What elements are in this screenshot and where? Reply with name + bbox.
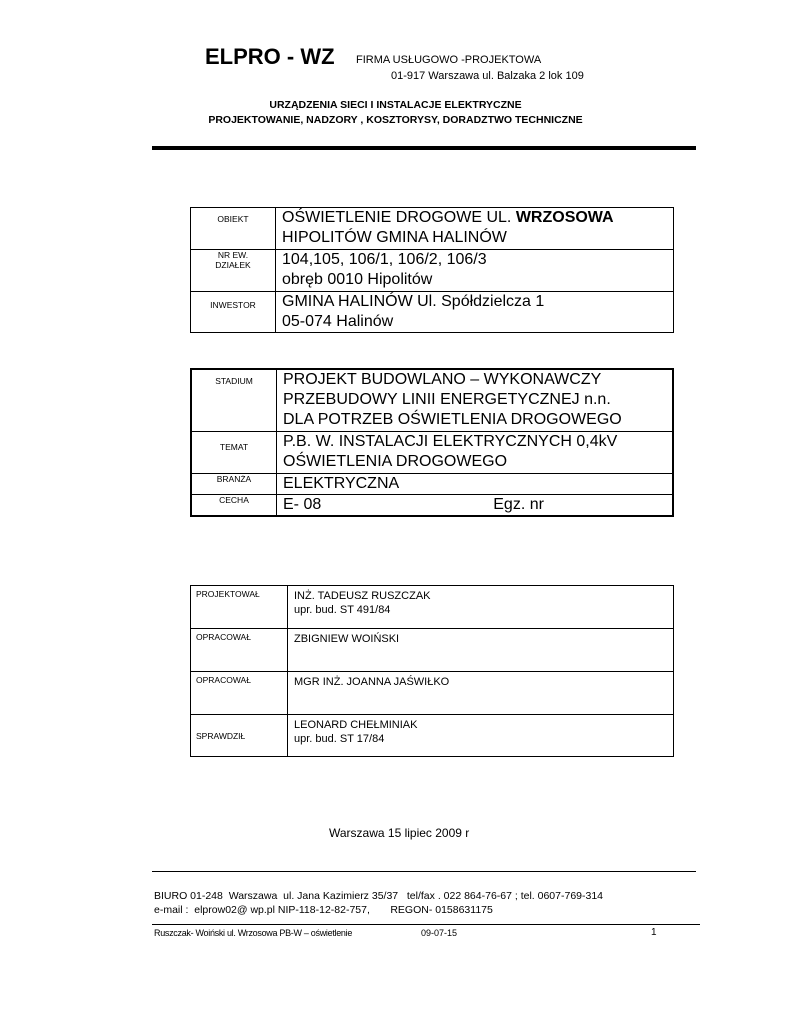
company-address: 01-917 Warszawa ul. Balzaka 2 lok 109 xyxy=(391,70,584,82)
project-table xyxy=(190,368,674,517)
footer-document: Ruszczak- Woiński ul. Wrzosowa PB-W – oświetlenie xyxy=(154,928,353,938)
company-type: FIRMA USŁUGOWO -PROJEKTOWA xyxy=(356,54,542,66)
header-divider xyxy=(152,146,696,150)
cecha-label: CECHA xyxy=(191,494,277,516)
stadium-value: PROJEKT BUDOWLANO – WYKONAWCZY PRZEBUDOWY LINII ENERGETYCZNEJ n.n. DLA POTRZEB OŚWIETLENIA DROGOWEGO xyxy=(277,369,674,431)
stadium-label: STADIUM xyxy=(191,369,277,431)
services-line-2: PROJEKTOWANIE, NADZORY , KOSZTORYSY, DORADZTWO TECHNICZNE xyxy=(208,114,583,126)
dzialek-value: 104,105, 106/1, 106/2, 106/3 obręb 0010 Hipolitów xyxy=(276,250,674,292)
services-line-1: URZĄDZENIA SIECI I INSTALACJE ELEKTRYCZNE xyxy=(269,99,522,111)
signatures-table xyxy=(190,585,674,757)
projektowal-label: PROJEKTOWAŁ xyxy=(191,586,288,629)
object-table xyxy=(190,207,674,333)
sprawdzil-value: LEONARD CHEŁMINIAK upr. bud. ST 17/84 xyxy=(288,715,674,757)
obiekt-value: OŚWIETLENIE DROGOWE UL. WRZOSOWA HIPOLITÓW GMINA HALINÓW xyxy=(276,208,674,250)
branza-value: ELEKTRYCZNA xyxy=(277,473,674,494)
dzialek-label: NR EW. DZIAŁEK xyxy=(191,250,276,292)
branza-label: BRANŻA xyxy=(191,473,277,494)
office-contact: e-mail : elprow02@ wp.pl NIP-118-12-82-757, REGON- 0158631175 xyxy=(154,904,493,916)
office-divider xyxy=(152,871,696,872)
company-brand: ELPRO - WZ xyxy=(205,44,335,69)
footer-date: 09-07-15 xyxy=(421,928,458,938)
opracowal-1-value: ZBIGNIEW WOIŃSKI xyxy=(288,629,674,672)
copy-number: Egz. nr xyxy=(493,495,544,513)
projektowal-value: INŻ. TADEUSZ RUSZCZAK upr. bud. ST 491/84 xyxy=(288,586,674,629)
issue-date: Warszawa 15 lipiec 2009 r xyxy=(329,826,470,840)
temat-label: TEMAT xyxy=(191,431,277,473)
temat-value: P.B. W. INSTALACJI ELEKTRYCZNYCH 0,4kV OŚWIETLENIA DROGOWEGO xyxy=(277,431,674,473)
page-number: 1 xyxy=(651,927,657,938)
obiekt-label: OBIEKT xyxy=(191,208,276,250)
office-address: BIURO 01-248 Warszawa ul. Jana Kazimierz 35/37 tel/fax . 022 864-76-67 ; tel. 0607-769-314 xyxy=(154,890,604,902)
sprawdzil-label: SPRAWDZIŁ xyxy=(191,715,288,757)
opracowal-2-value: MGR INŻ. JOANNA JAŚWIŁKO xyxy=(288,672,674,715)
inwestor-label: INWESTOR xyxy=(191,292,276,333)
inwestor-value: GMINA HALINÓW Ul. Spółdzielcza 1 05-074 Halinów xyxy=(276,292,674,333)
opracowal-1-label: OPRACOWAŁ xyxy=(191,629,288,672)
opracowal-2-label: OPRACOWAŁ xyxy=(191,672,288,715)
cecha-value: E- 08 Egz. nr xyxy=(277,494,674,516)
footer-divider xyxy=(152,924,700,925)
